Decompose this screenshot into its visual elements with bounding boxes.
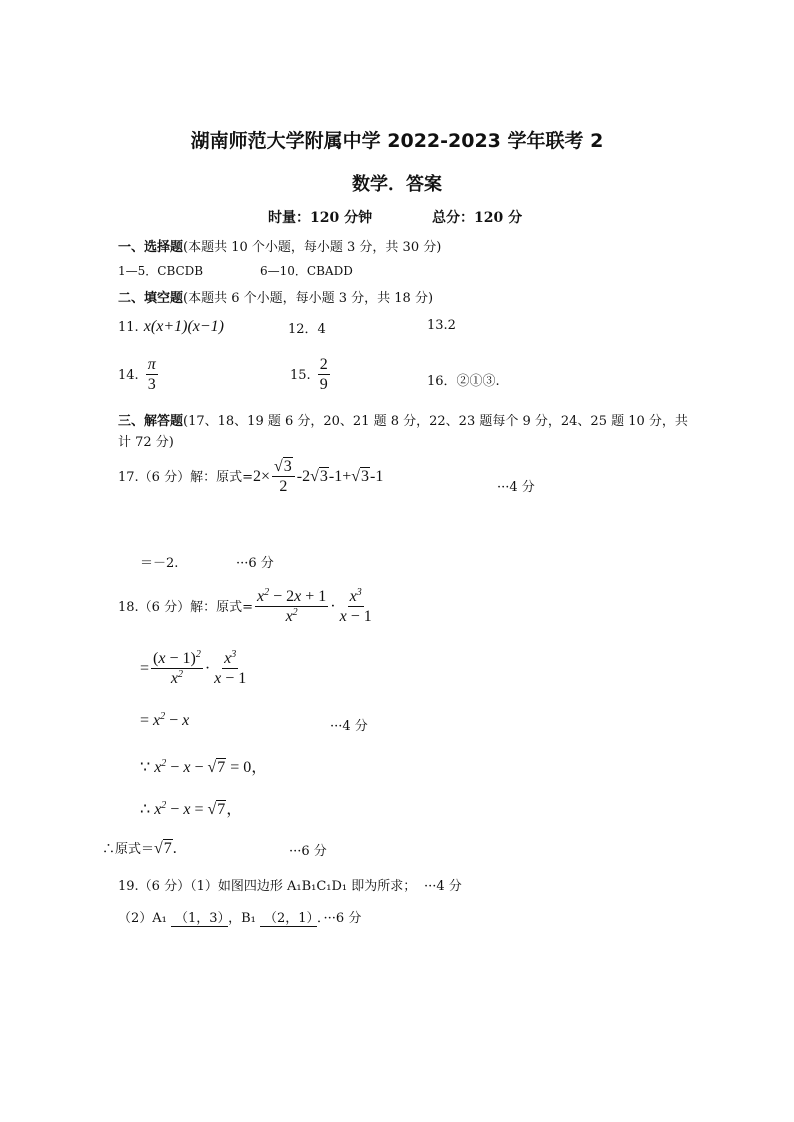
- q14-numerator: π: [147, 356, 156, 373]
- time-limit: 时量：120 分钟: [268, 210, 373, 226]
- document-title: 湖南师范大学附属中学 2022-2023 学年联考 2: [190, 130, 604, 152]
- b1-label: ，B₁: [228, 911, 256, 926]
- answers-1-5: 1—5．CBCDB: [118, 264, 204, 278]
- q17-result: ＝－2.: [140, 556, 179, 571]
- q16-answer: 16．②①③.: [427, 374, 500, 389]
- section3-heading: 三、解答题: [118, 414, 184, 429]
- q18-step3: = $x^2 - x$: [140, 711, 190, 729]
- q18-conclusion: ∴原式＝√7.: [102, 840, 177, 857]
- section3-header: [118, 410, 688, 429]
- q17-score-4: ···4 分: [497, 480, 535, 495]
- q19-part2: [118, 907, 361, 926]
- b1-coordinates: （2，1）: [260, 911, 317, 927]
- q15-fraction: [318, 356, 330, 393]
- q11-label: 11.: [118, 320, 139, 335]
- q18-step2: = $\frac{(x - 1)^2}{x^2}$ · $\frac{x^3}{x - 1}$: [140, 649, 247, 687]
- q15-denominator: 9: [319, 376, 328, 393]
- a1-coordinates: （1，3）: [171, 911, 228, 927]
- total-score: 总分：120 分: [432, 210, 523, 226]
- q15-label: 15.: [290, 368, 311, 383]
- q15-numerator: 2: [319, 356, 328, 373]
- answers-6-10: 6—10．CBADD: [260, 264, 353, 278]
- q17-score-6: ···6 分: [236, 556, 274, 571]
- q19-score-4: ···4 分: [424, 879, 462, 894]
- document-subtitle: 数学．答案: [352, 174, 442, 195]
- q11-answer: x(x+1)(x−1): [143, 318, 224, 335]
- q13-answer: 13.2: [427, 318, 456, 333]
- q14-denominator: 3: [147, 376, 156, 393]
- q15: [290, 356, 332, 393]
- section2-heading: 二、填空题: [118, 291, 184, 306]
- q19-part2-label: （2）A₁: [118, 911, 167, 926]
- q12-answer: 12．4: [288, 322, 326, 337]
- q14-fraction: [146, 356, 158, 393]
- q18-expression: 18.（6 分）解：原式= $\frac{x^2 - 2x + 1}{x^2}$ · $\frac{x^3}{x - 1}$: [118, 587, 372, 625]
- section1-heading: 一、选择题: [118, 240, 184, 255]
- q17-fraction: $\frac{√3}{2}$: [272, 458, 295, 495]
- section3-note: (17、18、19 题 6 分，20、21 题 8 分，22、23 题每个 9 分，24、25 题 10 分，共: [183, 414, 688, 429]
- q14-label: 14.: [118, 368, 139, 383]
- q11: [118, 316, 224, 336]
- q14: [118, 356, 160, 393]
- q19-score-6: ．···6 分: [317, 911, 362, 926]
- section1-header: [118, 236, 441, 255]
- q18-conclusion-prefix: ∴原式＝: [102, 842, 155, 857]
- q17-label: 17.（6 分）解：原式=: [118, 470, 253, 485]
- q19-part1: 19.（6 分）（1）如图四边形 A₁B₁C₁D₁ 即为所求；: [118, 879, 417, 894]
- because-symbol: ∵: [140, 759, 151, 776]
- q18-score-6: ···6 分: [289, 844, 327, 859]
- section1-note: (本题共 10 个小题，每小题 3 分，共 30 分): [183, 240, 442, 255]
- q18-score-4: ···4 分: [330, 719, 368, 734]
- section3-note-cont: 计 72 分): [118, 435, 174, 450]
- therefore-symbol: ∴: [140, 801, 151, 818]
- section2-note: (本题共 6 个小题，每小题 3 分，共 18 分): [183, 291, 434, 306]
- q17-expression: 17.（6 分）解：原式=2× $\frac{√3}{2}$ -2√3-1+√3-1: [118, 458, 384, 495]
- q18-label: 18.（6 分）解：原式=: [118, 600, 253, 615]
- q18-deduction: ∴ $x^2 - x = √7$，: [140, 800, 243, 818]
- q18-condition: ∵ $x^2 - x - √7 = 0$，: [140, 758, 268, 776]
- section2-header: [118, 287, 433, 306]
